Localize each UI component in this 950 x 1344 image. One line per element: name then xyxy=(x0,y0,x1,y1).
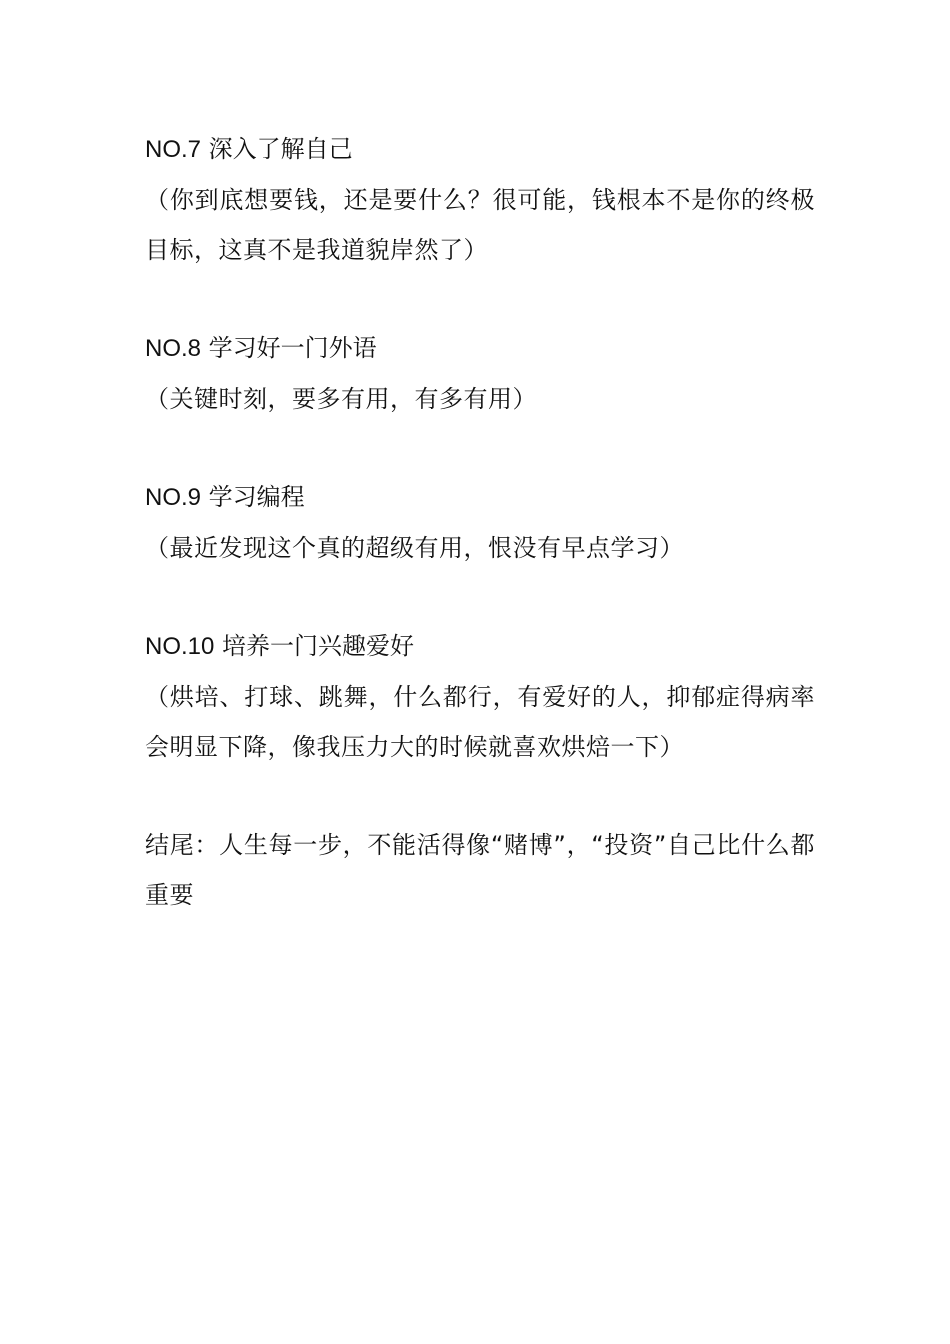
section-title: 学习好一门外语 xyxy=(208,334,377,362)
section-no10 xyxy=(145,621,815,772)
section-number: NO.7 xyxy=(145,136,202,163)
section-heading xyxy=(145,472,815,523)
section-number: NO.9 xyxy=(145,484,202,511)
section-title: 学习编程 xyxy=(208,483,305,511)
section-heading xyxy=(145,323,815,374)
document-content xyxy=(145,124,815,968)
section-number: NO.10 xyxy=(145,633,215,660)
section-body: （你到底想要钱，还是要什么？很可能，钱根本不是你的终极目标，这真不是我道貌岸然了） xyxy=(145,186,815,264)
section-no8 xyxy=(145,323,815,424)
section-title: 培养一门兴趣爱好 xyxy=(222,632,415,660)
section-body: （最近发现这个真的超级有用，恨没有早点学习） xyxy=(145,534,684,562)
section-heading xyxy=(145,621,815,672)
ending-text: 结尾：人生每一步，不能活得像“赌博”，“投资”自己比什么都重要 xyxy=(145,831,815,909)
section-heading xyxy=(145,124,815,175)
ending-section xyxy=(145,820,815,920)
section-no9 xyxy=(145,472,815,573)
section-number: NO.8 xyxy=(145,335,202,362)
section-body: （关键时刻，要多有用，有多有用） xyxy=(145,385,537,413)
section-no7 xyxy=(145,124,815,275)
section-title: 深入了解自己 xyxy=(208,135,353,163)
section-body: （烘培、打球、跳舞，什么都行，有爱好的人，抑郁症得病率会明显下降，像我压力大的时候就喜欢烘焙一下） xyxy=(145,683,815,761)
